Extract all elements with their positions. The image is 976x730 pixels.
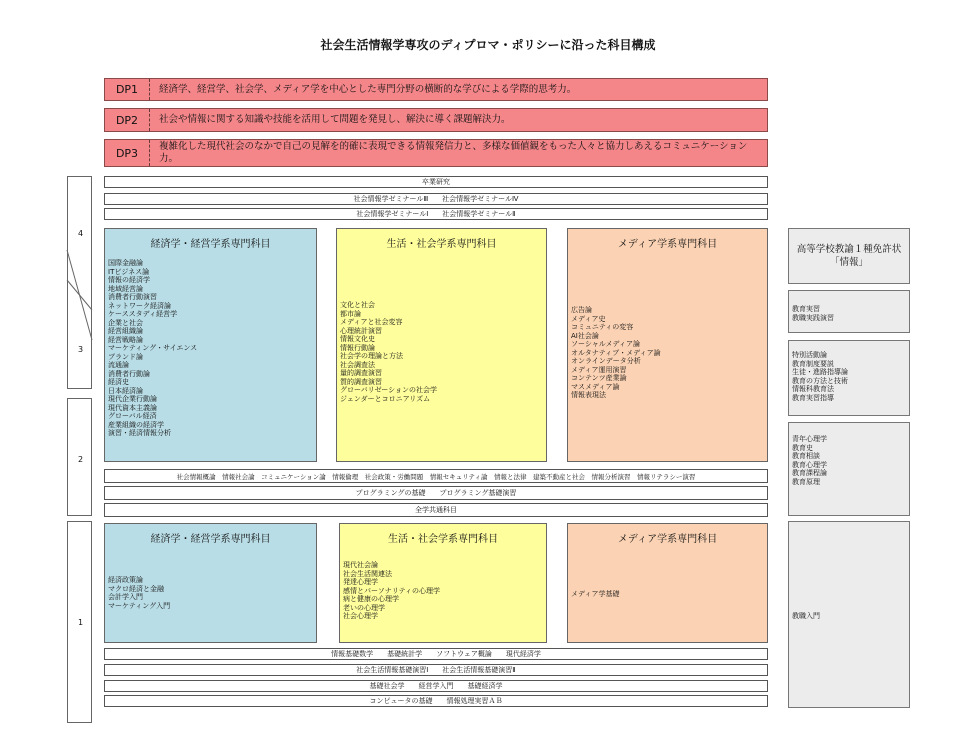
course-item: 都市論 xyxy=(340,309,361,318)
course-item: 青年心理学 xyxy=(792,435,827,443)
course-item: 会計学入門 xyxy=(108,593,143,601)
course-item: マーケティング入門 xyxy=(108,601,171,610)
course-item: グローバル経済 xyxy=(108,412,157,420)
dp2-row xyxy=(104,108,768,132)
course-item: 演習・経済情報分析 xyxy=(108,429,171,437)
common-year2-bar: 社会情報概論 情報社会論 コミュニケーション論 情報倫理 社会政策・労働問題 情報セキュリティ論 情報と法律 建築不動産と社会 情報分析演習 情報リテラシー演習 xyxy=(104,469,768,483)
course-item: コミュニティの変容 xyxy=(571,323,634,331)
course-item: ジェンダーとコロニアリズム xyxy=(340,394,431,403)
upper-media-title: メディア学系専門科目 xyxy=(617,239,718,250)
dp2-text: 社会や情報に関する知識や技能を活用して問題を発見し、解決に導く課題解決力。 xyxy=(159,114,511,125)
course-item: 情報行動論 xyxy=(340,343,375,352)
course-item: 教育実習指導 xyxy=(792,393,834,402)
course-item: 教職実践演習 xyxy=(792,313,834,322)
license-group-4 xyxy=(788,521,910,708)
course-item: 老いの心理学 xyxy=(343,603,385,612)
lower-media-list xyxy=(571,590,764,599)
year-4-label: 4 xyxy=(77,229,84,238)
course-item: 感情とパーソナリティの心理学 xyxy=(343,586,441,595)
license-title-box xyxy=(788,228,910,284)
year-2-label: 2 xyxy=(77,455,84,464)
lower-life-list xyxy=(343,561,543,621)
course-item: メディアと社会変容 xyxy=(340,318,403,326)
thesis-bar: 卒業研究 xyxy=(104,176,768,188)
dp1-label: DP1 xyxy=(105,79,150,100)
year1-bar-4: コンピュータの基礎 情報処理実習ＡＢ xyxy=(104,695,768,707)
course-item: 日本経済論 xyxy=(108,386,143,395)
course-item: メディア学基礎 xyxy=(571,590,620,598)
course-item: 質的調査演習 xyxy=(340,377,382,386)
course-item: ケーススタディ経営学 xyxy=(108,310,178,318)
license-group-3 xyxy=(788,422,910,516)
seminar-1-2-bar: 社会情報学ゼミナールⅠ 社会情報学ゼミナールⅡ xyxy=(104,208,768,220)
license-group-2 xyxy=(788,340,910,416)
course-item: 社会心理学 xyxy=(343,612,378,620)
course-item: 経営組織論 xyxy=(108,327,143,335)
course-item: 量的調査演習 xyxy=(340,369,382,377)
course-item: 社会学の理論と方法 xyxy=(340,352,403,360)
license-group-2-list xyxy=(792,351,906,402)
course-item: AI社会論 xyxy=(571,331,599,340)
dp2-label: DP2 xyxy=(105,109,150,131)
license-title: 高等学校教諭１種免許状「情報」 xyxy=(796,244,902,268)
course-item: 情報文化史 xyxy=(340,335,375,343)
upper-econ-title: 経済学・経営学系専門科目 xyxy=(150,239,271,250)
course-item: グローバリゼーションの社会学 xyxy=(340,386,438,394)
course-item: 経済政策論 xyxy=(108,576,143,584)
license-group-4-list xyxy=(792,612,906,621)
dp3-label: DP3 xyxy=(105,140,150,166)
year-3-label: 3 xyxy=(77,345,84,354)
course-item: 国際金融論 xyxy=(108,259,143,267)
course-item: 経済史 xyxy=(108,378,129,386)
course-item: ブランド論 xyxy=(108,352,143,361)
seminar-3-4-bar: 社会情報学ゼミナールⅢ 社会情報学ゼミナールⅣ xyxy=(104,193,768,205)
course-item: 流通論 xyxy=(108,361,129,369)
course-item: マクロ経済と金融 xyxy=(108,584,164,593)
lower-econ-column xyxy=(104,523,317,643)
course-item: 産業組織の経済学 xyxy=(108,420,164,429)
lower-media-title: メディア学系専門科目 xyxy=(617,534,718,545)
course-item: 教育課程論 xyxy=(792,469,827,477)
course-item: 企業と社会 xyxy=(108,318,143,327)
course-item: 特別活動論 xyxy=(792,351,827,359)
course-item: 教育相談 xyxy=(792,452,820,460)
course-item: 情報科教育法 xyxy=(792,385,834,393)
year1-bar-2: 社会生活情報基礎演習Ⅰ 社会生活情報基礎演習Ⅱ xyxy=(104,664,768,676)
year-1-label: 1 xyxy=(77,618,84,627)
course-item: 教育実習 xyxy=(792,305,820,313)
course-item: 消費者行動論 xyxy=(108,369,150,378)
course-item: 社会生活関連法 xyxy=(343,569,392,578)
course-item: コンテンツ産業論 xyxy=(571,374,627,382)
course-item: 社会調査法 xyxy=(340,360,375,369)
upper-media-list xyxy=(571,306,764,400)
course-item: ネットワーク経済論 xyxy=(108,301,171,310)
course-item: 発達心理学 xyxy=(343,578,378,586)
course-item: マスメディア論 xyxy=(571,382,620,391)
lower-media-column xyxy=(567,523,768,643)
dp1-row xyxy=(104,78,768,101)
upper-econ-column xyxy=(104,228,317,462)
course-item: 文化と社会 xyxy=(340,301,375,309)
license-group-3-list xyxy=(792,435,906,486)
course-item: 心理統計演習 xyxy=(340,326,382,335)
course-item: 消費者行動演習 xyxy=(108,293,157,301)
course-item: 教職入門 xyxy=(792,612,820,620)
page-title: 社会生活情報学専攻のディプロマ・ポリシーに沿った科目構成 xyxy=(320,38,656,52)
course-item: 教育心理学 xyxy=(792,460,827,469)
course-item: ITビジネス論 xyxy=(108,267,150,276)
year-1-bracket xyxy=(67,521,92,723)
course-item: 教育の方法と技術 xyxy=(792,376,848,385)
course-item: 教育史 xyxy=(792,443,813,452)
course-item: オンラインデータ分析 xyxy=(571,357,641,365)
year-divider-line xyxy=(66,240,94,350)
license-group-1-list xyxy=(792,305,906,322)
dp3-row xyxy=(104,139,768,167)
course-item: 現代資本主義論 xyxy=(108,403,157,412)
course-item: 情報表現法 xyxy=(571,391,606,399)
lower-econ-title: 経済学・経営学系専門科目 xyxy=(150,534,271,545)
course-item: マーケティング・サイエンス xyxy=(108,344,198,352)
course-item: 病と健康の心理学 xyxy=(343,595,399,603)
upper-life-title: 生活・社会学系専門科目 xyxy=(386,239,497,250)
year1-bar-3: 基礎社会学 経営学入門 基礎経済学 xyxy=(104,680,768,692)
course-item: 情報の経済学 xyxy=(108,276,150,284)
course-item: オルタナティブ・メディア論 xyxy=(571,348,661,357)
upper-life-list xyxy=(340,301,543,403)
course-item: 現代社会論 xyxy=(343,561,378,569)
dp1-text: 経済学、経営学、社会学、メディア学を中心とした専門分野の横断的な学びによる学際的思考力。 xyxy=(159,83,577,95)
upper-media-column xyxy=(567,228,768,462)
course-item: 現代企業行動論 xyxy=(108,395,157,403)
course-item: 生徒・進路指導論 xyxy=(792,368,848,376)
year-2-bracket xyxy=(67,398,92,516)
license-group-1 xyxy=(788,290,910,333)
general-education-bar: 全学共通科目 xyxy=(104,503,768,517)
upper-life-column xyxy=(336,228,547,462)
upper-econ-list xyxy=(108,259,313,438)
lower-life-title: 生活・社会学系専門科目 xyxy=(388,534,498,545)
course-item: 教育原理 xyxy=(792,477,820,486)
course-item: メディア運用演習 xyxy=(571,365,627,374)
dp3-text: 複雑化した現代社会のなかで自己の見解を的確に表現できる情報発信力と、多様な価値観をもった人々と協力しあえるコミュニケーション力。 xyxy=(159,141,748,164)
course-item: ソーシャルメディア論 xyxy=(571,340,640,348)
year1-bar-1: 情報基礎数学 基礎統計学 ソフトウェア概論 現代経済学 xyxy=(104,648,768,660)
course-item: 地域経営論 xyxy=(108,284,143,293)
course-item: 教育制度要説 xyxy=(792,359,834,368)
lower-life-column xyxy=(339,523,547,643)
lower-econ-list xyxy=(108,576,313,610)
programming-bar: プログラミングの基礎 プログラミング基礎演習 xyxy=(104,486,768,500)
course-item: 広告論 xyxy=(571,306,592,314)
course-item: メディア史 xyxy=(571,314,606,323)
course-item: 経営戦略論 xyxy=(108,335,143,344)
